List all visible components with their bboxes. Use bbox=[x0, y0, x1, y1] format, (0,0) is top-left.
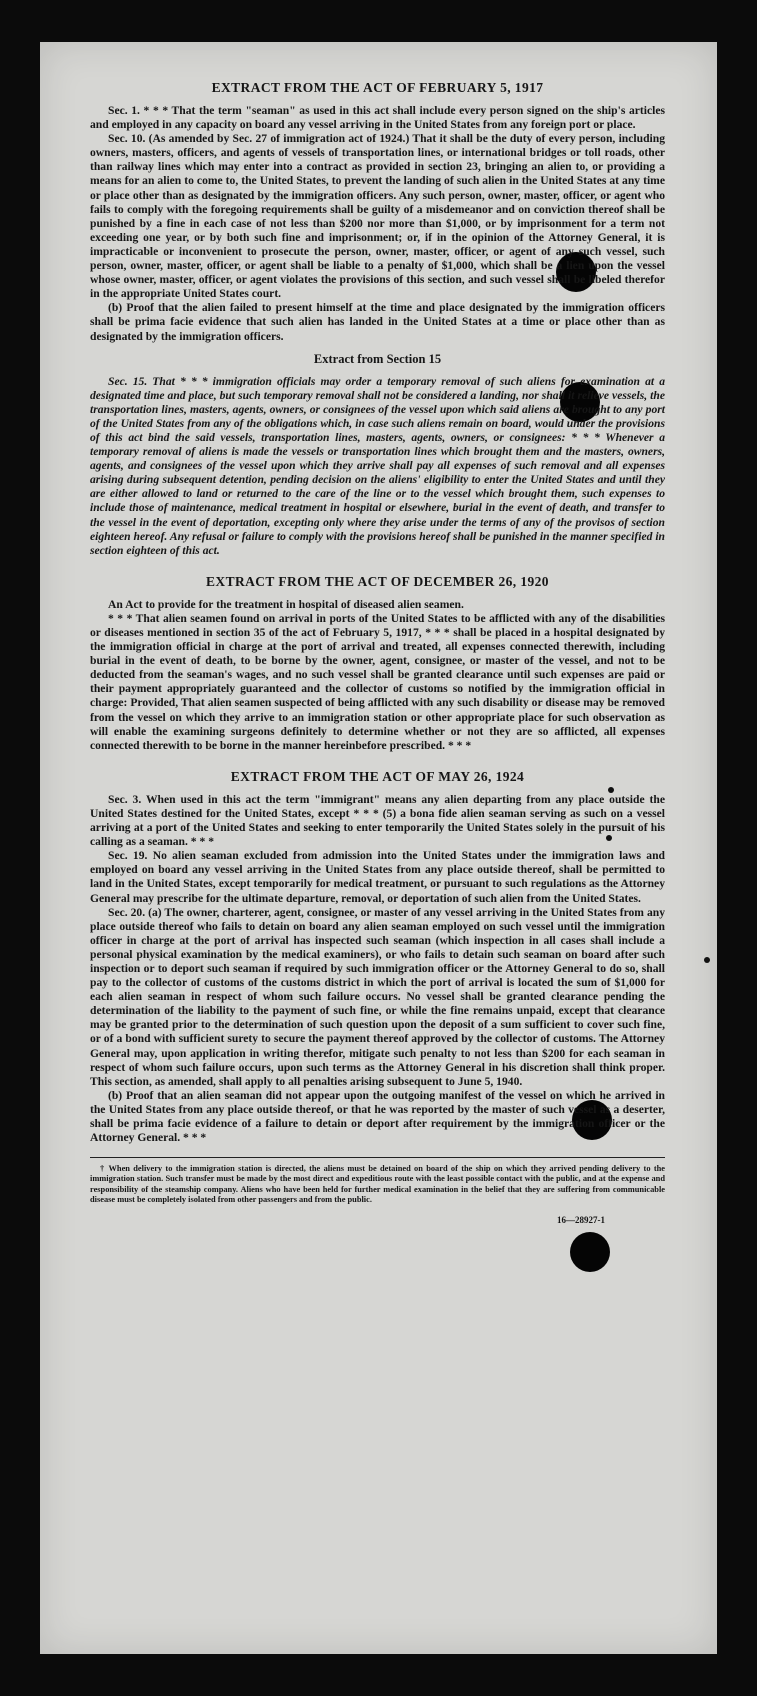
paragraph-section-15: Sec. 15. That * * * immigration officials may order a temporary removal of such aliens for examination at a designated time and place, but such temporary removal shall not be considered a landing, nor shall it relieve vessels, the transportation lines, masters, agents, owners, or consignees of the vessel upon which said aliens are brought to any port of the United States from any of the obligations which, in case such aliens remain on board, would under the provisions of this act bind the said vessels, transportation lines, masters, agents, owners, or consignees: * * * Whenever a temporary removal of aliens is made the vessels or transportation lines which brought them and the masters, owners, agents, and consignees of the vessel upon which they arrive shall pay all expenses of such removal and all expenses arising during subsequent detention, pending decision on the aliens' eligibility to enter the United States and until they are either allowed to land or returned to the care of the line or to the vessel which brought them, such expenses to include those of maintenance, medical treatment in hospital or elsewhere, burial in the event of death, and transfer to the vessel in the event of deportation, excepting only where they arise under the terms of any of the provisos of section eighteen hereof. Any refusal or failure to comply with the provisions hereof shall be punished in the manner specified in section eighteen of this act. bbox=[90, 374, 665, 557]
form-number: 16—28927-1 bbox=[557, 1215, 605, 1225]
paragraph-1917-sec10: Sec. 10. (As amended by Sec. 27 of immigration act of 1924.) That it shall be the duty of every person, including owners, masters, officers, and agents of vessels of transportation lines, or international bridges or toll roads, other than railway lines which may enter into a contract as provided in section 23, bringing an alien to, or providing a means for an alien to come to, the United States, to prevent the landing of such alien in the United States at any time or place other than as designated by the immigration officers. Any such person, owner, master, officer, or agent who fails to comply with the foregoing requirements shall be guilty of a misdemeanor and on conviction thereof shall be punished by a fine in each case of not less than $200 nor more than $1,000, or by imprisonment for a term not exceeding one year, or by both such fine and imprisonment; or, if in the opinion of the Attorney General, it is impracticable or inconvenient to prosecute the person, owner, master, officer, or agent of any such vessel, such person, owner, master, officer, or agent shall be liable to a penalty of $1,000, which shall be a lien upon the vessel whose owner, master, officer, or agent violates the provisions of this section, and such vessel shall be libeled therefor in the appropriate United States court. bbox=[90, 132, 665, 301]
heading-act-1924: EXTRACT FROM THE ACT OF MAY 26, 1924 bbox=[230, 768, 525, 784]
heading-act-1917: EXTRACT FROM THE ACT OF FEBRUARY 5, 1917 bbox=[211, 80, 544, 95]
footnote: † When delivery to the immigration station is directed, the aliens must be detained on board of the ship on which they arrived pending delivery to the immigration station. Such transfer must be made by the most direct and expeditious route with the least possible contact with the public, and at the expense and responsibility of the steamship company. Aliens who have been held for further medical examination in the belief that they are suffering from communicable disease must be completely isolated from other passengers and from the public. bbox=[90, 1157, 665, 1205]
paragraph-1924-sec20: Sec. 20. (a) The owner, charterer, agent, consignee, or master of any vessel arriving in the United States from any place outside thereof who fails to detain on board any alien seaman employed on such vessel until the immigration officer in charge at the port of arrival has inspected such seaman (which inspection in all cases shall include a personal physical examination by the medical examiners), or who fails to detain such seaman on board after such inspection or to deport such seaman if required by such immigration officer or the Attorney General to do so, shall pay to the collector of customs of the customs district in which the port of arrival is located the sum of $1,000 for each alien seaman in respect of whom such failure occurs. No vessel shall be granted clearance pending the determination of the liability to the payment of such fine, or while the fine remains unpaid, except that clearance may be granted prior to the determination of such question upon the deposit of a sum sufficient to cover such fine, or of a bond with sufficient surety to secure the payment thereof approved by the collector of customs. The Attorney General may, upon application in writing therefor, mitigate such penalty to not less than $200 for each seaman in respect of whom such failure occurs, upon such terms as the Attorney General in his discretion shall think proper. This section, as amended, shall apply to all penalties arising subsequent to June 5, 1940. bbox=[90, 905, 665, 1088]
paragraph-1917-sec1: Sec. 1. * * * That the term "seaman" as used in this act shall include every person signed on the ship's articles and employed in any capacity on board any vessel arriving in the United States from any foreign port or place. bbox=[90, 104, 665, 132]
paragraph-1920-title: An Act to provide for the treatment in hospital of diseased alien seamen. bbox=[108, 597, 464, 611]
ink-speck bbox=[704, 957, 710, 963]
heading-act-1920: EXTRACT FROM THE ACT OF DECEMBER 26, 1920 bbox=[206, 573, 549, 589]
subheading-section-15: Extract from Section 15 bbox=[313, 351, 442, 366]
paragraph-1924-sec19: Sec. 19. No alien seaman excluded from admission into the United States under the immigration laws and employed on board any vessel arriving in the United States from any place outside thereof, shall be permitted to land in the United States, except temporarily for medical treatment, or pursuant to such regulations as the Attorney General may prescribe for the ultimate departure, removal, or deportation of such alien from the United States. bbox=[90, 849, 665, 905]
paragraph-1924-b: (b) Proof that an alien seaman did not appear upon the outgoing manifest of the vessel on which he arrived in the United States from any place outside thereof, or that he was reported by the master of such vessel as a deserter, shall be prima facie evidence of a failure to detain or deport after requirement by the immigration officer or the Attorney General. * * * bbox=[90, 1088, 665, 1145]
punch-hole bbox=[570, 1232, 610, 1272]
paragraph-1924-sec3: Sec. 3. When used in this act the term "immigrant" means any alien departing from any place outside the United States destined for the United States, except * * * (5) a bona fide alien seaman serving as such on a vessel arriving at a port of the United States and seeking to enter temporarily the United States solely in the pursuit of his calling as a seaman. * * * bbox=[90, 792, 665, 849]
document-text bbox=[90, 80, 665, 1225]
paragraph-1917-b: (b) Proof that the alien failed to present himself at the time and place designated by the immigration officers shall be prima facie evidence that such alien has landed in the United States at a time or place other than as designated by the immigration officers. bbox=[90, 301, 665, 343]
paragraph-1920-body: * * * That alien seamen found on arrival in ports of the United States to be afflicted with any of the disabilities or diseases mentioned in section 35 of the act of February 5, 1917, * * * shall be placed in a hospital designated by the immigration official in charge at the port of arrival and treated, all expenses connected therewith, including burial in the event of death, to be borne by the owner, agent, consignee, or master of the vessel, and not to be deducted from the seaman's wages, and no such vessel shall be granted clearance until such expenses are paid or their payment appropriately guaranteed and the collector of customs so notified by the immigration official in charge: Provided, That alien seamen suspected of being afflicted with any such disability or disease may be removed from the vessel on which they arrive to an immigration station or other appropriate place for such observation as will enable the examining surgeons definitely to determine whether or not they are so afflicted, all expenses connected therewith to be borne in the manner hereinbefore prescribed. * * * bbox=[90, 611, 665, 752]
